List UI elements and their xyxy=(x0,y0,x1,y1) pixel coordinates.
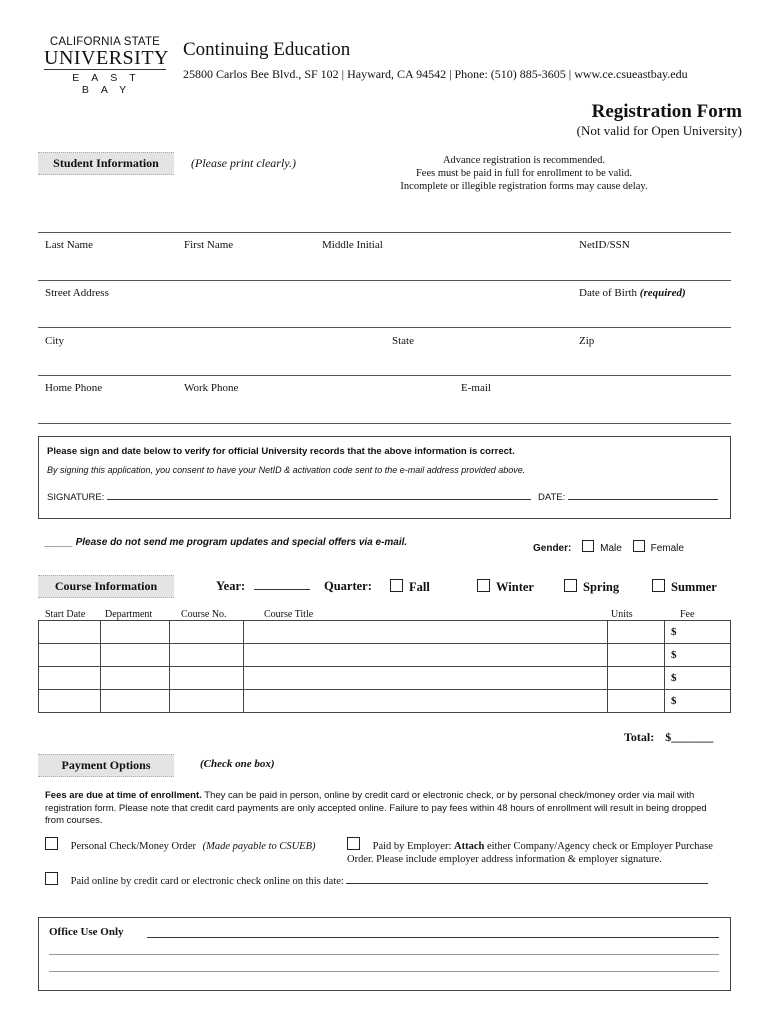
logo-line3: EAST BAY xyxy=(72,72,148,96)
gender-female-option[interactable] xyxy=(633,543,684,554)
field-rule xyxy=(38,280,731,281)
fees-due-text: They can be paid in person, online by credit card or electronic check, or by personal check/money order via mail with registration form. Please note that credit card payments are only accepted online. Failure to pay fees within 48 hours of enrollment will result in being dropped from courses. xyxy=(45,790,707,826)
column-department: Department xyxy=(105,609,153,620)
employer-attach: Attach xyxy=(454,841,485,852)
course-table xyxy=(38,620,731,713)
units-cell[interactable] xyxy=(608,690,665,713)
university-logo xyxy=(44,36,169,96)
dob-label: Date of Birth xyxy=(579,287,638,299)
office-rule xyxy=(49,971,719,972)
online-payment-label: Paid online by credit card or electronic check online on this date: xyxy=(70,876,344,887)
column-course-no: Course No. xyxy=(181,609,227,620)
optout-blank: _____ xyxy=(45,537,73,548)
male-checkbox[interactable] xyxy=(582,540,594,552)
employer-option[interactable] xyxy=(347,837,725,866)
office-rule xyxy=(49,954,719,955)
year-label: Year: xyxy=(216,579,246,593)
department-cell[interactable] xyxy=(101,690,170,713)
date-line[interactable] xyxy=(538,492,718,503)
quarter-label: Quarter: xyxy=(324,579,372,593)
course-title-cell[interactable] xyxy=(244,667,608,690)
fee-symbol: $ xyxy=(671,672,677,684)
total-field[interactable] xyxy=(624,730,713,745)
last-name-field[interactable]: Last Name xyxy=(45,239,93,251)
table-row xyxy=(39,667,731,690)
course-title-cell[interactable] xyxy=(244,690,608,713)
advisory-line: Fees must be paid in full for enrollment to be valid. xyxy=(415,168,633,179)
signature-consent: By signing this application, you consent to have your NetID & activation code sent to the e-mail address provided above. xyxy=(47,465,526,475)
middle-initial-field[interactable]: Middle Initial xyxy=(322,239,383,251)
street-address-field[interactable]: Street Address xyxy=(45,287,109,299)
total-label: Total: xyxy=(624,730,655,744)
fee-cell[interactable] xyxy=(665,644,731,667)
course-no-cell[interactable] xyxy=(170,621,244,644)
department-cell[interactable] xyxy=(101,644,170,667)
date-of-birth-field[interactable] xyxy=(579,287,686,299)
quarter-winter-option[interactable] xyxy=(477,579,534,595)
online-payment-option[interactable] xyxy=(45,872,708,887)
gender-male-option[interactable] xyxy=(582,543,622,554)
course-info-heading: Course Information xyxy=(38,575,174,598)
form-subtitle: (Not valid for Open University) xyxy=(576,123,742,138)
table-row xyxy=(39,621,731,644)
gender-group xyxy=(533,540,684,554)
fees-due-paragraph xyxy=(45,790,723,828)
quarter-summer-option[interactable] xyxy=(652,579,717,595)
fee-symbol: $ xyxy=(671,626,677,638)
spring-label: Spring xyxy=(583,580,620,594)
online-payment-checkbox[interactable] xyxy=(45,872,58,885)
personal-check-checkbox[interactable] xyxy=(45,837,58,850)
state-field[interactable]: State xyxy=(392,335,414,347)
check-one-note: (Check one box) xyxy=(200,758,275,770)
personal-check-label: Personal Check/Money Order xyxy=(70,841,197,852)
fee-cell[interactable] xyxy=(665,690,731,713)
field-rule xyxy=(38,375,731,376)
email-field[interactable]: E-mail xyxy=(461,382,491,394)
fee-cell[interactable] xyxy=(665,621,731,644)
fees-due-bold: Fees are due at time of enrollment. xyxy=(45,790,202,801)
form-title: Registration Form xyxy=(591,101,742,122)
field-rule xyxy=(38,423,731,424)
summer-label: Summer xyxy=(671,580,717,594)
date-label: DATE: xyxy=(538,492,566,503)
employer-label-pre: Paid by Employer: xyxy=(372,841,452,852)
signature-line[interactable] xyxy=(47,492,531,503)
email-optout[interactable] xyxy=(45,537,407,548)
column-course-title: Course Title xyxy=(264,609,314,620)
column-fee: Fee xyxy=(680,609,695,620)
personal-check-note: (Made payable to CSUEB) xyxy=(202,841,316,852)
employer-label-post: either Company/Agency check or Employer Purchase Order. Please include employer address information & employer signature. xyxy=(347,841,713,865)
header-address: 25800 Carlos Bee Blvd., SF 102 | Hayward, CA 94542 | Phone: (510) 885-3605 | www.ce.csueastbay.edu xyxy=(183,67,688,81)
quarter-spring-option[interactable] xyxy=(564,579,619,595)
summer-checkbox[interactable] xyxy=(652,579,665,592)
department-cell[interactable] xyxy=(101,667,170,690)
advisory-line: Incomplete or illegible registration forms may cause delay. xyxy=(400,181,648,192)
year-field[interactable] xyxy=(216,579,310,594)
field-rule xyxy=(38,327,731,328)
female-label: Female xyxy=(650,543,684,554)
signature-box xyxy=(38,436,731,519)
office-use-box xyxy=(38,917,731,991)
office-rule xyxy=(147,937,719,938)
fall-label: Fall xyxy=(409,580,430,594)
netid-ssn-field[interactable]: NetID/SSN xyxy=(579,239,630,251)
male-label: Male xyxy=(600,543,622,554)
quarter-fall-option[interactable] xyxy=(390,579,430,595)
course-no-cell[interactable] xyxy=(170,644,244,667)
advisory-line: Advance registration is recommended. xyxy=(442,155,606,166)
logo-line1: CALIFORNIA STATE xyxy=(49,36,161,48)
zip-field[interactable]: Zip xyxy=(579,335,595,347)
logo-rule xyxy=(44,69,166,70)
fall-checkbox[interactable] xyxy=(390,579,403,592)
units-cell[interactable] xyxy=(608,621,665,644)
start-date-cell[interactable] xyxy=(39,644,101,667)
work-phone-field[interactable]: Work Phone xyxy=(184,382,239,394)
units-cell[interactable] xyxy=(608,644,665,667)
employer-checkbox[interactable] xyxy=(347,837,360,850)
fee-symbol: $ xyxy=(671,695,677,707)
table-row xyxy=(39,644,731,667)
first-name-field[interactable]: First Name xyxy=(184,239,234,251)
field-rule xyxy=(38,232,731,233)
start-date-cell[interactable] xyxy=(39,667,101,690)
fee-symbol: $ xyxy=(671,649,677,661)
course-title-cell[interactable] xyxy=(244,621,608,644)
total-value: $_______ xyxy=(665,730,714,744)
signature-label: SIGNATURE: xyxy=(47,492,105,503)
office-use-label: Office Use Only xyxy=(49,926,124,938)
city-field[interactable]: City xyxy=(45,335,64,347)
logo-line2: UNIVERSITY xyxy=(44,47,169,69)
gender-label: Gender: xyxy=(533,543,572,554)
advisory-text xyxy=(380,154,668,193)
female-checkbox[interactable] xyxy=(633,540,645,552)
print-clearly-note: (Please print clearly.) xyxy=(191,156,296,170)
student-info-heading: Student Information xyxy=(38,152,174,175)
column-units: Units xyxy=(611,609,633,620)
signature-heading: Please sign and date below to verify for official University records that the above information is correct. xyxy=(47,446,515,457)
dob-required: (required) xyxy=(639,287,686,299)
table-row xyxy=(39,690,731,713)
course-no-cell[interactable] xyxy=(170,690,244,713)
payment-options-heading: Payment Options xyxy=(38,754,174,777)
header-title: Continuing Education xyxy=(183,39,351,60)
home-phone-field[interactable]: Home Phone xyxy=(45,382,103,394)
spring-checkbox[interactable] xyxy=(564,579,577,592)
department-cell[interactable] xyxy=(101,621,170,644)
units-cell[interactable] xyxy=(608,667,665,690)
start-date-cell[interactable] xyxy=(39,621,101,644)
column-start-date: Start Date xyxy=(45,609,86,620)
course-no-cell[interactable] xyxy=(170,667,244,690)
optout-text: Please do not send me program updates and special offers via e-mail. xyxy=(75,537,408,548)
fee-cell[interactable] xyxy=(665,667,731,690)
personal-check-option[interactable] xyxy=(45,837,316,852)
winter-checkbox[interactable] xyxy=(477,579,490,592)
start-date-cell[interactable] xyxy=(39,690,101,713)
winter-label: Winter xyxy=(496,580,534,594)
course-title-cell[interactable] xyxy=(244,644,608,667)
